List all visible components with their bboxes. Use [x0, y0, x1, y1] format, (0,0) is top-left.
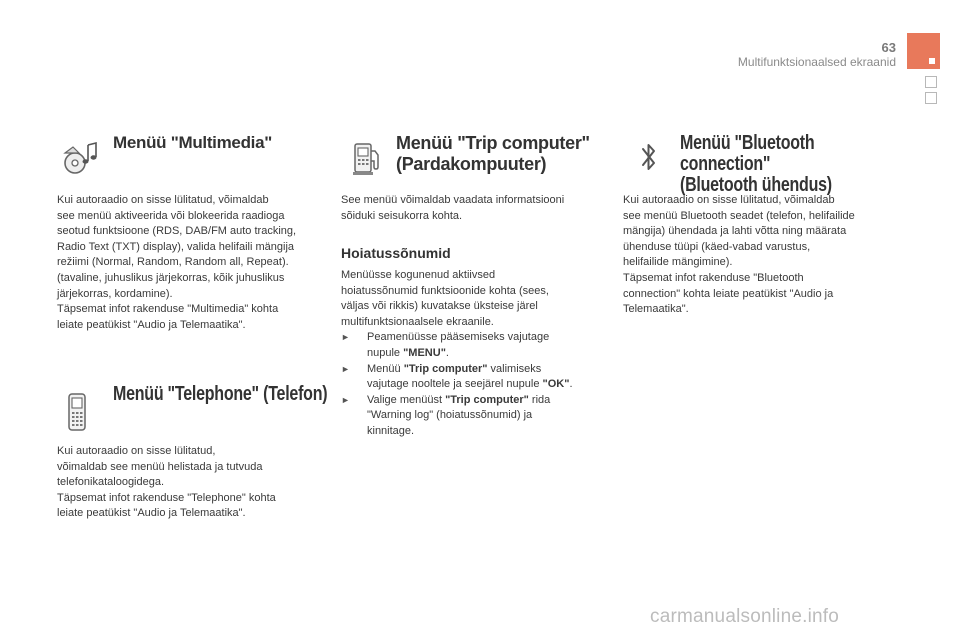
- bullet-arrow-icon: ►: [341, 363, 350, 374]
- instruction-list: [341, 330, 621, 439]
- instruction-item: ► Peamenüüsse pääsemiseks vajutage nupule "MENU".: [341, 331, 550, 359]
- bullet-arrow-icon: ►: [341, 394, 350, 405]
- telephone-text: Kui autoraadio on sisse lülitatud, võimaldab see menüü helistada ja tutvuda telefonikataloogidega. Täpsemat infot rakenduse "Telephone" kohta leiate peatükist "Audio ja Telemaatika".: [57, 445, 276, 520]
- watermark: carmanualsonline.info: [650, 606, 840, 627]
- bullet-arrow-icon: ►: [341, 332, 350, 343]
- instruction-item: ► Menüü "Trip computer" valimiseks vajutage nooltele ja seejärel nupule "OK".: [341, 362, 573, 391]
- bluetooth-icon: [640, 139, 658, 175]
- multimedia-icon: [62, 141, 102, 177]
- chapter-title: Multifunktsionaalsed ekraanid: [737, 55, 896, 69]
- multimedia-text: Kui autoraadio on sisse lülitatud, võimaldab see menüü aktiveerida või blokeerida raadioga seotud funktsioone (RDS, DAB/FM auto tracking, Radio Text (TXT) display), valida helifaili mängija režiimi (Normal, Random, Random all, Repeat). (tavaline, juhuslikus järjekorras, kõik juhuslikus järjekorras, kordamine). Täpsemat infot rakenduse "Multimedia" kohta leiate peatükist "Audio ja Telemaatika".: [57, 194, 297, 331]
- trip-computer-intro: See menüü võimaldab vaadata informatsiooni sõiduki seisukorra kohta.: [341, 194, 565, 222]
- chapter-tab: [907, 33, 940, 69]
- trip-computer-title: Menüü "Trip computer" (Pardakompuuter): [396, 133, 590, 174]
- fuel-pump-icon: [352, 141, 382, 177]
- instruction-item: ► Valige menüüst "Trip computer" rida "Warning log" (hoiatussõnumid) ja kinnitage.: [341, 393, 551, 437]
- phone-icon: [66, 392, 88, 432]
- page-number: 63: [881, 40, 896, 55]
- chapter-tab-box-1: [925, 76, 937, 88]
- bluetooth-title: Menüü "Bluetooth connection" (Bluetooth ühendus): [680, 132, 832, 196]
- chapter-tab-box-2: [925, 92, 937, 104]
- warning-log-text: Menüüsse kogunenud aktiivsed hoiatussõnumid funktsioonide kohta (sees, väljas või rikkis) kuvatakse üksteise järel multifunktsionaalsele ekraanile. ► Peamenüüsse pääsemiseks vajutage nupule "MENU". ► Menüü "Trip computer" valimiseks vajutage nooltele ja seejärel nupule "OK". ► Valige menüüst "Trip computer" rida "Warning log" (hoiatussõnumid) ja kinnitage.: [341, 268, 621, 440]
- telephone-title: Menüü "Telephone" (Telefon): [113, 383, 328, 405]
- multimedia-title: Menüü "Multimedia": [113, 133, 272, 152]
- warning-log-heading: Hoiatussõnumid: [341, 245, 451, 261]
- chapter-tab-marker: [929, 58, 935, 64]
- bluetooth-text: Kui autoraadio on sisse lülitatud, võimaldab see menüü Bluetooth seadet (telefon, helifailide mängija) ühendada ja lahti võtta ning määrata ühenduse tüüpi (käed-vabad varustus, helifailide mängimine). Täpsemat infot rakenduse "Bluetooth connection" kohta leiate peatükist "Audio ja Telemaatika".: [623, 194, 855, 316]
